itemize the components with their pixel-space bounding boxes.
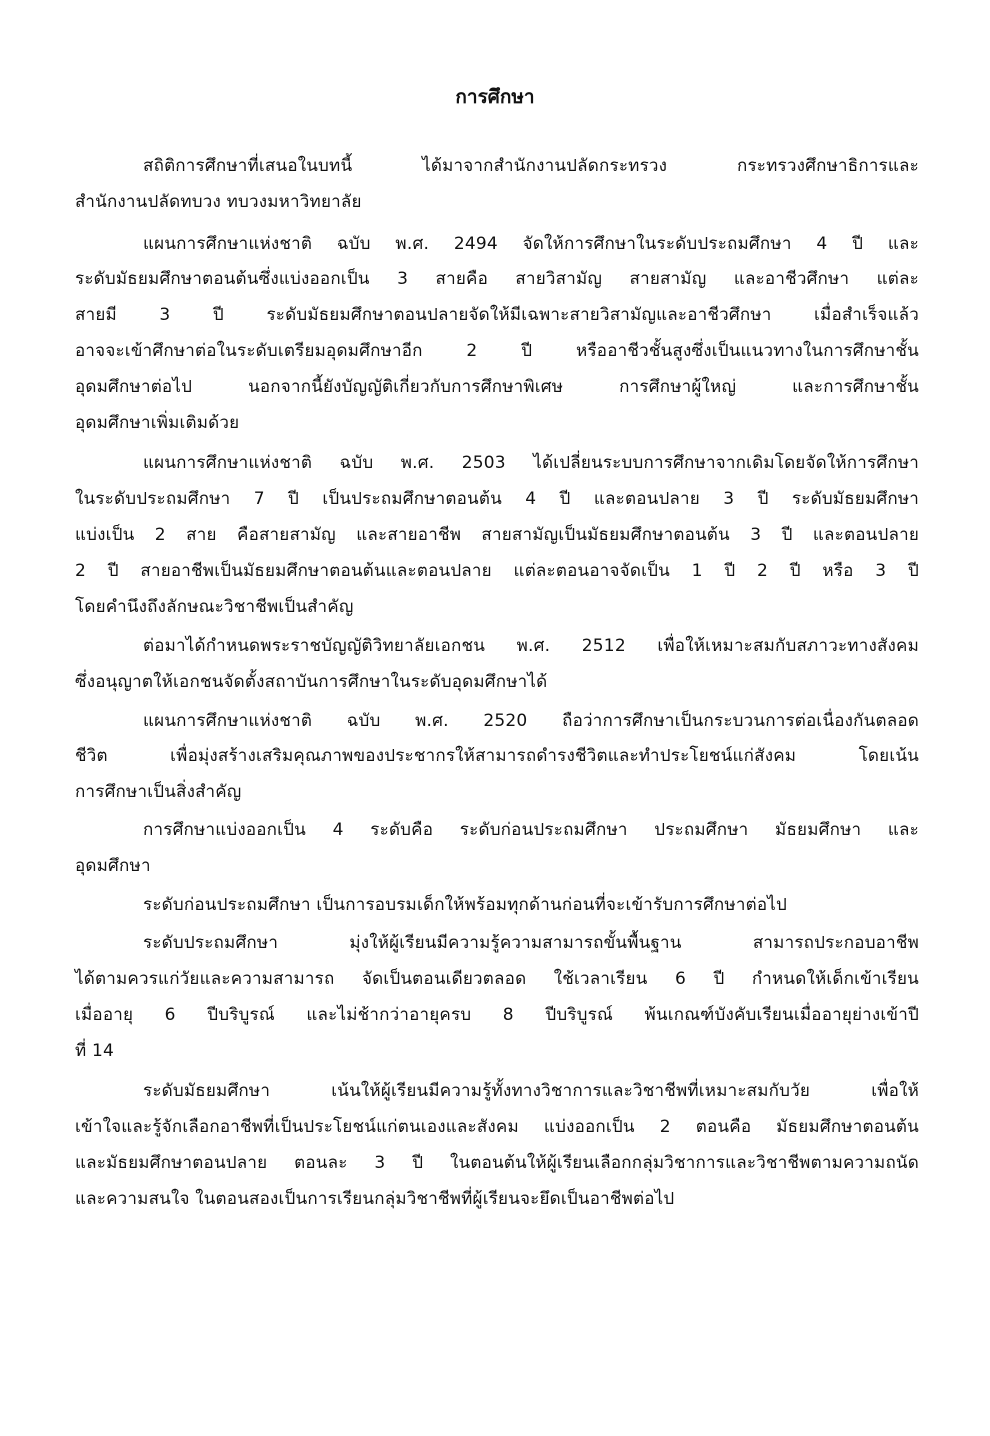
text-line: แผนการศึกษาแห่งชาติ ฉบับ พ.ศ. 2494 จัดให้การศึกษาในระดับประถมศึกษา 4 ปี และ — [143, 234, 919, 254]
text-line: แผนการศึกษาแห่งชาติ ฉบับ พ.ศ. 2503 ได้เปลี่ยนระบบการศึกษาจากเดิมโดยจัดให้การศึกษา — [143, 453, 919, 473]
text-line: อาจจะเข้าศึกษาต่อในระดับเตรียมอุดมศึกษาอีก 2 ปี หรืออาชีวชั้นสูงซึ่งเป็นแนวทางในการศึกษาชั้น — [75, 341, 919, 361]
page-title: การศึกษา — [455, 86, 535, 108]
text-line: แผนการศึกษาแห่งชาติ ฉบับ พ.ศ. 2520 ถือว่าการศึกษาเป็นกระบวนการต่อเนื่องกันตลอด — [143, 711, 919, 731]
text-line: ต่อมาได้กำหนดพระราชบัญญัติวิทยาลัยเอกชน พ.ศ. 2512 เพื่อให้เหมาะสมกับสภาวะทางสังคม — [143, 636, 919, 656]
text-line: ได้ตามควรแก่วัยและความสามารถ จัดเป็นตอนเดียวตลอด ใช้เวลาเรียน 6 ปี กำหนดให้เด็กเข้าเรียน — [75, 969, 919, 989]
text-line: ระดับมัธยมศึกษาตอนต้นซึ่งแบ่งออกเป็น 3 สายคือ สายวิสามัญ สายสามัญ และอาชีวศึกษา แต่ละ — [75, 269, 919, 289]
text-line: สำนักงานปลัดทบวง ทบวงมหาวิทยาลัย — [75, 192, 362, 212]
text-line: อุดมศึกษา — [75, 856, 151, 876]
text-line: ซึ่งอนุญาตให้เอกชนจัดตั้งสถาบันการศึกษาในระดับอุดมศึกษาได้ — [75, 672, 548, 692]
text-line: แบ่งเป็น 2 สาย คือสายสามัญ และสายอาชีพ สายสามัญเป็นมัธยมศึกษาตอนต้น 3 ปี และตอนปลาย — [75, 525, 919, 545]
text-line: อุดมศึกษาเพิ่มเติมด้วย — [75, 413, 240, 433]
text-line: โดยคำนึงถึงลักษณะวิชาชีพเป็นสำคัญ — [75, 597, 354, 617]
text-line: อุดมศึกษาต่อไป นอกจากนี้ยังบัญญัติเกี่ยวกับการศึกษาพิเศษ การศึกษาผู้ใหญ่ และการศึกษาชั้น — [75, 377, 919, 397]
text-line: เมื่ออายุ 6 ปีบริบูรณ์ และไม่ช้ากว่าอายุครบ 8 ปีบริบูรณ์ พ้นเกณฑ์บังคับเรียนเมื่ออายุย่างเข้าปี — [75, 1005, 919, 1025]
text-line: ระดับก่อนประถมศึกษา เป็นการอบรมเด็กให้พร้อมทุกด้านก่อนที่จะเข้ารับการศึกษาต่อไป — [143, 895, 787, 915]
text-line: เข้าใจและรู้จักเลือกอาชีพที่เป็นประโยชน์แก่ตนเองและสังคม แบ่งออกเป็น 2 ตอนคือ มัธยมศึกษาตอนต้น — [75, 1117, 919, 1137]
text-line: ระดับประถมศึกษา มุ่งให้ผู้เรียนมีความรู้ความสามารถขั้นพื้นฐาน สามารถประกอบอาชีพ — [143, 933, 919, 953]
text-line: ชีวิต เพื่อมุ่งสร้างเสริมคุณภาพของประชากรให้สามารถดำรงชีวิตและทำประโยชน์แก่สังคม โดยเน้น — [75, 746, 919, 766]
text-line: ในระดับประถมศึกษา 7 ปี เป็นประถมศึกษาตอนต้น 4 ปี และตอนปลาย 3 ปี ระดับมัธยมศึกษา — [75, 489, 919, 509]
text-line: ที่ 14 — [75, 1041, 115, 1061]
text-line: 2 ปี สายอาชีพเป็นมัธยมศึกษาตอนต้นและตอนปลาย แต่ละตอนอาจจัดเป็น 1 ปี 2 ปี หรือ 3 ปี — [75, 561, 919, 581]
text-line: และมัธยมศึกษาตอนปลาย ตอนละ 3 ปี ในตอนต้นให้ผู้เรียนเลือกกลุ่มวิชาการและวิชาชีพตามความถนัด — [75, 1153, 919, 1173]
text-line: สายมี 3 ปี ระดับมัธยมศึกษาตอนปลายจัดให้มีเฉพาะสายวิสามัญและอาชีวศึกษา เมื่อสำเร็จแล้ว — [75, 305, 919, 325]
text-line: สถิติการศึกษาที่เสนอในบทนี้ ได้มาจากสำนักงานปลัดกระทรวง กระทรวงศึกษาธิการและ — [143, 156, 919, 176]
text-line: และความสนใจ ในตอนสองเป็นการเรียนกลุ่มวิชาชีพที่ผู้เรียนจะยึดเป็นอาชีพต่อไป — [75, 1189, 675, 1209]
text-line: การศึกษาแบ่งออกเป็น 4 ระดับคือ ระดับก่อนประถมศึกษา ประถมศึกษา มัธยมศึกษา และ — [143, 820, 919, 840]
text-line: การศึกษาเป็นสิ่งสำคัญ — [75, 782, 242, 802]
text-line: ระดับมัธยมศึกษา เน้นให้ผู้เรียนมีความรู้ทั้งทางวิชาการและวิชาชีพที่เหมาะสมกับวัย เพื่อให้ — [143, 1081, 919, 1101]
